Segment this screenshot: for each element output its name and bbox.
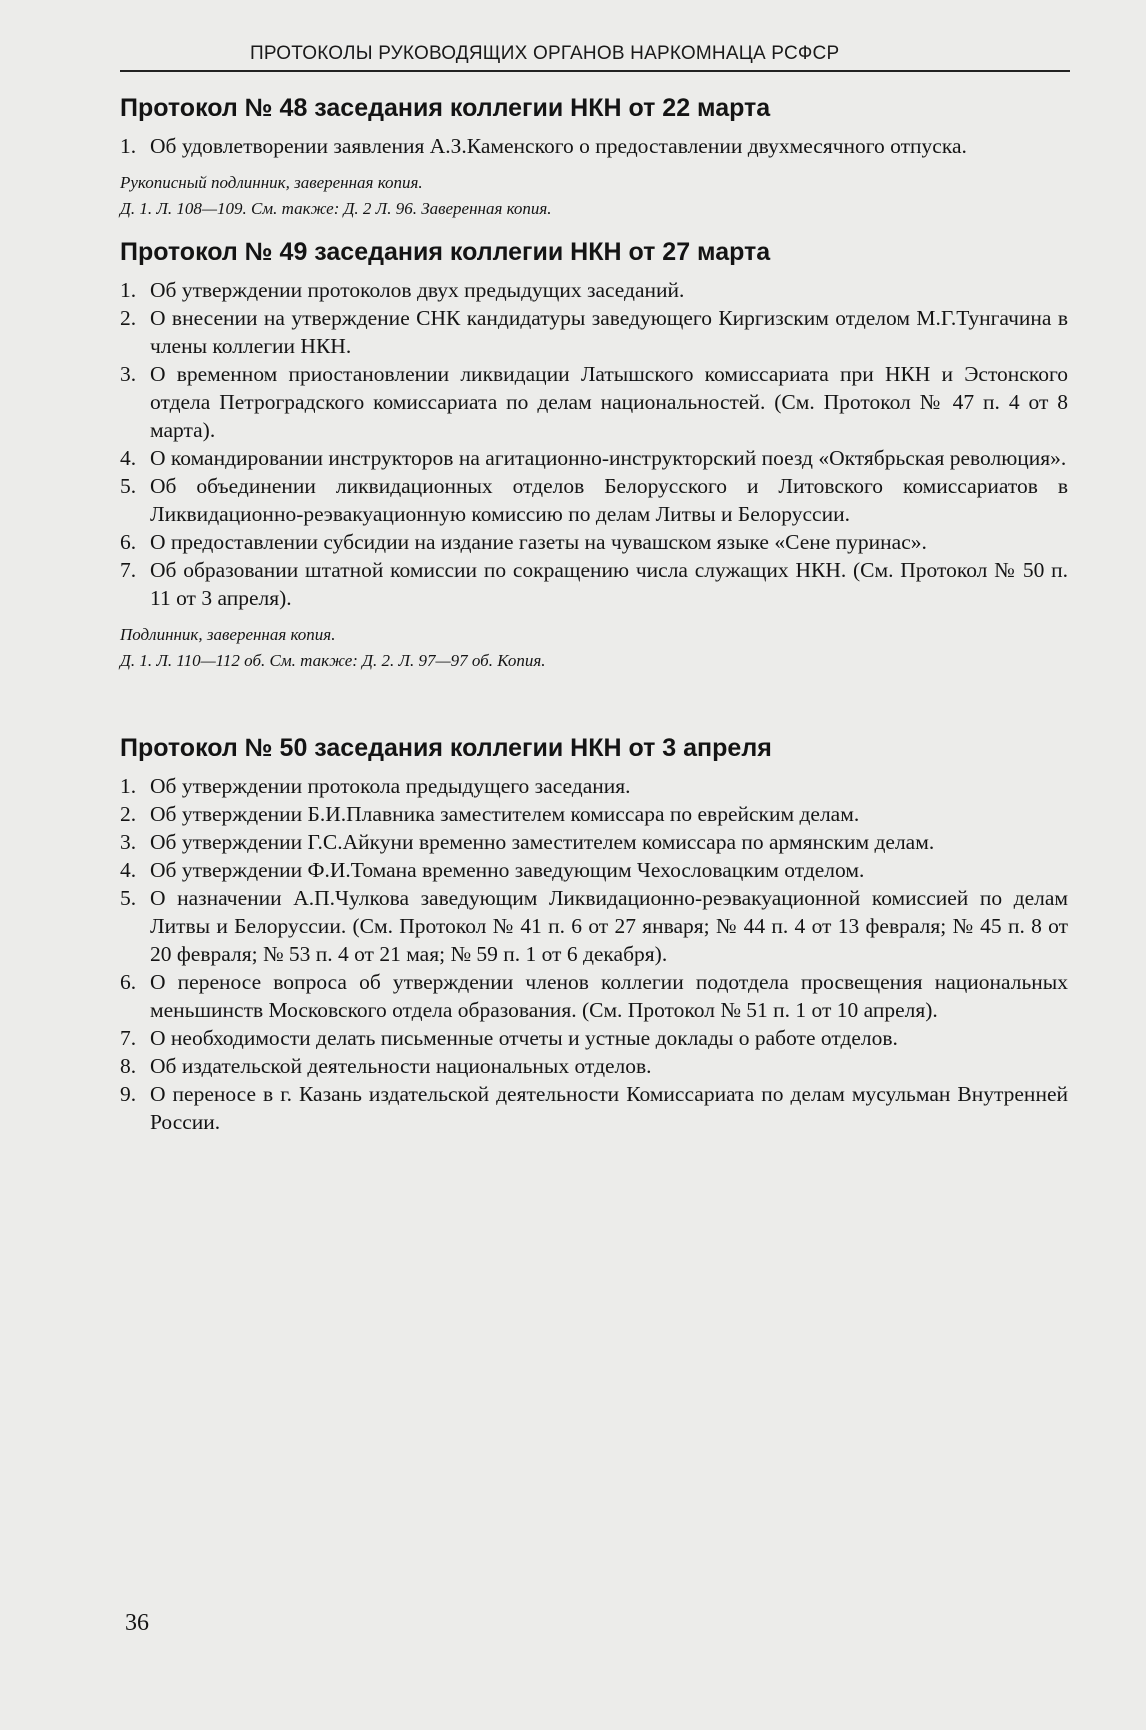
item-text: Об издательской деятельности национальных отделов. [150,1054,652,1078]
protocol-title: Протокол № 49 заседания коллегии НКН от 27 марта [120,238,771,266]
running-head: ПРОТОКОЛЫ РУКОВОДЯЩИХ ОРГАНОВ НАРКОМНАЦА РСФСР [250,43,840,64]
item-text: О командировании инструкторов на агитационно-инструкторский поезд «Октябрьская революция». [150,446,1067,470]
item-text: Об утверждении Ф.И.Томана временно заведующим Чехословацким отделом. [150,858,865,882]
protocol-title: Протокол № 48 заседания коллегии НКН от 22 марта [120,94,771,122]
agenda-item [120,1080,1068,1136]
item-text: О переносе вопроса об утверждении членов коллегии подотдела просвещения национальных меньшинств Московского отдела образования. (См. Протокол № 51 п. 1 от 10 апреля). [150,970,1068,1022]
item-number: 4. [120,858,137,882]
item-number: 6. [120,970,137,994]
page-number: 36 [125,1610,149,1636]
item-text: О временном приостановлении ликвидации Латышского комиссариата при НКН и Эстонского отдела Петроградского комиссариата по делам национальностей. (См. Протокол № 47 п. 4 от 8 марта). [150,362,1068,442]
item-text: О необходимости делать письменные отчеты и устные доклады о работе отделов. [150,1026,898,1050]
item-number: 9. [120,1082,137,1106]
item-number: 8. [120,1054,137,1078]
item-text: Об удовлетворении заявления А.З.Каменского о предоставлении двухмесячного отпуска. [150,134,967,158]
source-line: Подлинник, заверенная копия. [120,625,336,644]
source-line: Д. 1. Л. 108—109. См. также: Д. 2 Л. 96. Заверенная копия. [120,199,552,218]
agenda-item [120,276,1068,304]
agenda-item [120,360,1068,444]
item-number: 6. [120,530,137,554]
item-text: Об объединении ликвидационных отделов Белорусского и Литовского комиссариатов в Ликвидационно-реэвакуационную комиссию по делам Литвы и Белоруссии. [150,474,1068,526]
agenda-item [120,556,1068,612]
item-number: 7. [120,558,137,582]
agenda-item [120,856,1068,884]
agenda-item [120,1052,1068,1080]
item-number: 2. [120,306,137,330]
item-text: Об образовании штатной комиссии по сокращению числа служащих НКН. (См. Протокол № 50 п. 11 от 3 апреля). [150,558,1068,610]
item-number: 7. [120,1026,137,1050]
item-text: Об утверждении протокола предыдущего заседания. [150,774,631,798]
item-number: 1. [120,134,137,158]
agenda-item [120,772,1068,800]
agenda-item [120,472,1068,528]
item-text: О переносе в г. Казань издательской деятельности Комиссариата по делам мусульман Внутренней России. [150,1082,1068,1134]
agenda-item [120,968,1068,1024]
item-text: О внесении на утверждение СНК кандидатуры заведующего Киргизским отделом М.Г.Тунгачина в члены коллегии НКН. [150,306,1068,358]
agenda-item [120,304,1068,360]
item-number: 5. [120,474,137,498]
source-line: Д. 1. Л. 110—112 об. См. также: Д. 2. Л. 97—97 об. Копия. [120,651,546,670]
item-number: 5. [120,886,137,910]
item-text: Об утверждении Б.И.Плавника заместителем комиссара по еврейским делам. [150,802,860,826]
item-text: О предоставлении субсидии на издание газеты на чувашском языке «Сене пуринас». [150,530,927,554]
item-number: 2. [120,802,137,826]
protocol-49 [120,236,1068,674]
item-number: 1. [120,774,137,798]
item-text: Об утверждении Г.С.Айкуни временно заместителем комиссара по армянским делам. [150,830,935,854]
agenda-item [120,444,1068,472]
item-number: 3. [120,362,137,386]
protocol-50 [120,732,1068,1136]
archival-source [120,622,1068,674]
page-content [120,92,1068,1136]
archival-source [120,170,1068,222]
agenda-list [120,132,1068,160]
source-line: Рукописный подлинник, заверенная копия. [120,173,423,192]
agenda-list [120,772,1068,1136]
protocol-title: Протокол № 50 заседания коллегии НКН от 3 апреля [120,734,772,762]
header-rule [120,70,1070,72]
agenda-item [120,1024,1068,1052]
item-number: 1. [120,278,137,302]
agenda-item [120,132,1068,160]
agenda-item [120,800,1068,828]
item-number: 4. [120,446,137,470]
item-number: 3. [120,830,137,854]
agenda-item [120,528,1068,556]
item-text: О назначении А.П.Чулкова заведующим Ликвидационно-реэвакуационной комиссией по делам Литвы и Белоруссии. (См. Протокол № 41 п. 6 от 27 января; № 44 п. 4 от 13 февраля; № 45 п. 8 от 20 февраля; № 53 п. 4 от 21 мая; № 59 п. 1 от 6 декабря). [150,886,1068,966]
protocol-48 [120,92,1068,222]
agenda-item [120,884,1068,968]
agenda-item [120,828,1068,856]
item-text: Об утверждении протоколов двух предыдущих заседаний. [150,278,685,302]
agenda-list [120,276,1068,612]
